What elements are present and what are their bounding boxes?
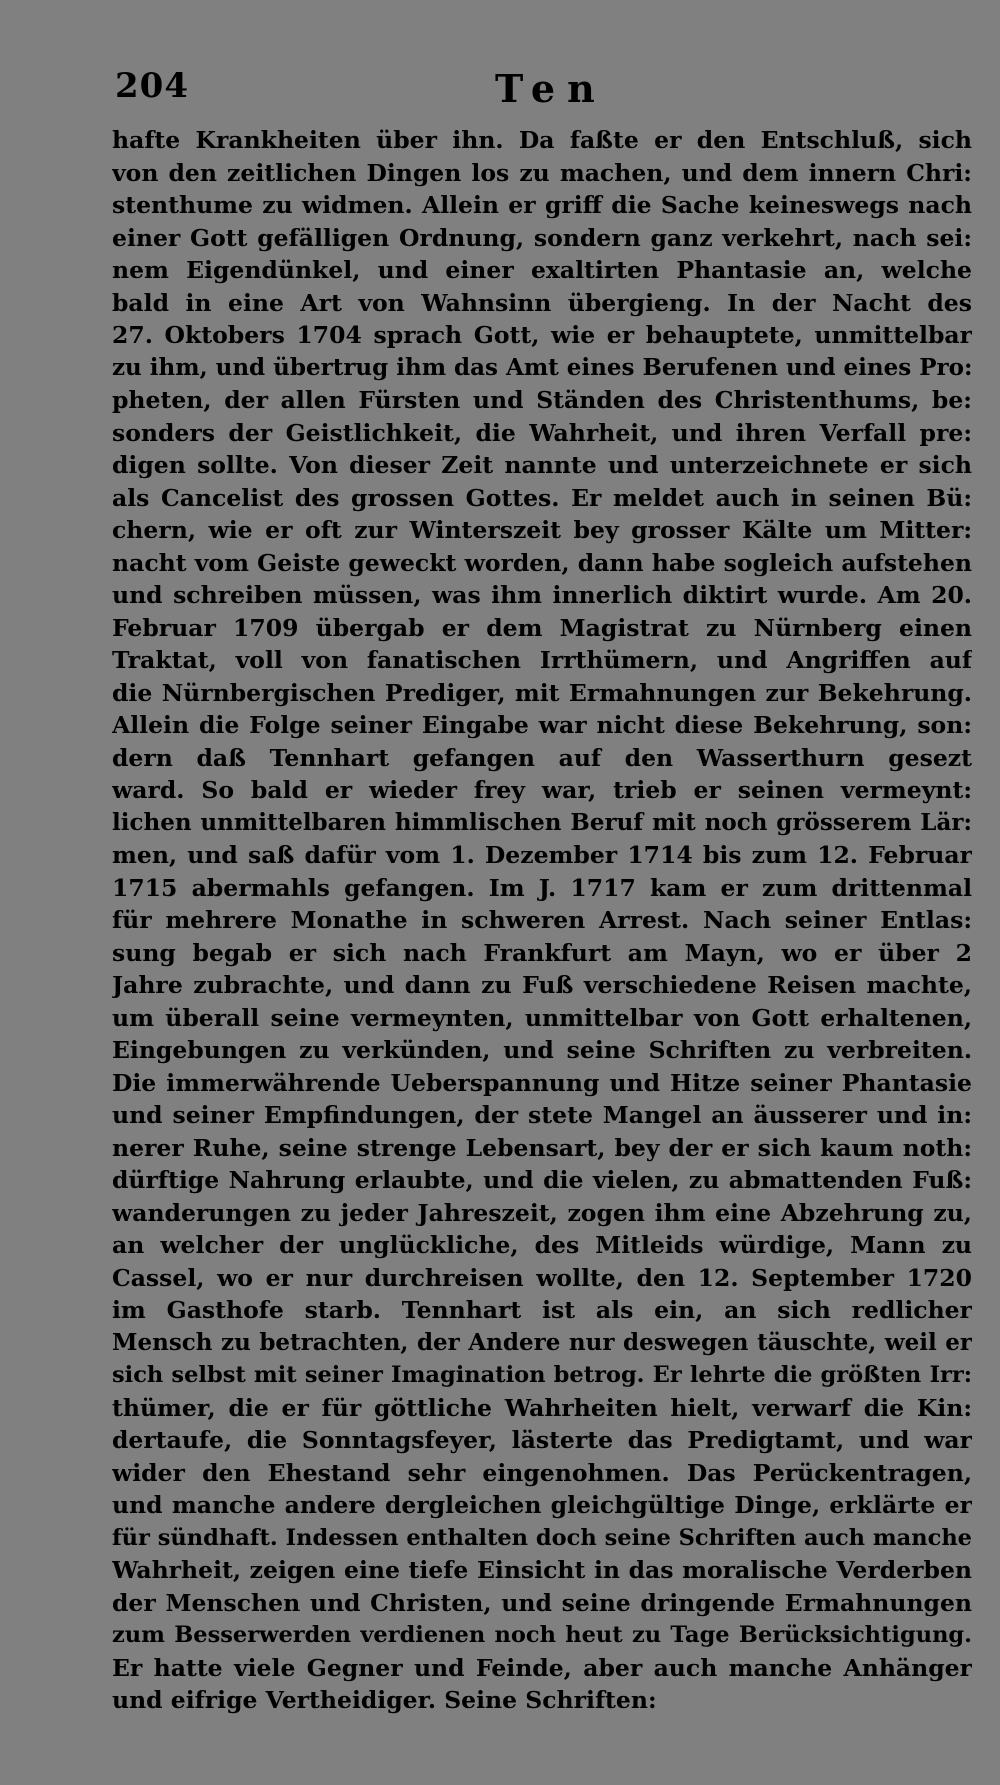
text-line: Er hatte viele Gegner und Feinde, aber auch manche Anhänger (112, 1653, 972, 1682)
text-line: an welcher der unglückliche, des Mitleids würdige, Mann zu (112, 1231, 972, 1259)
text-line: Traktat, voll von fanatischen Irrthümern, und Angriffen auf (112, 646, 972, 674)
text-line: und seiner Empfindungen, der stete Mangel an äusserer und in: (112, 1101, 972, 1129)
text-line: für mehrere Monathe in schweren Arrest. Nach seiner Entlas: (112, 906, 972, 934)
text-line: dürftige Nahrung erlaubte, und die vielen, zu abmattenden Fuß: (112, 1166, 972, 1194)
text-line: stenthume zu widmen. Allein er griff die Sache keineswegs nach (112, 191, 972, 219)
text-line: ward. So bald er wieder frey war, trieb er seinen vermeynt: (112, 776, 972, 804)
text-line: thümer, die er für göttliche Wahrheiten hielt, verwarf die Kin: (112, 1393, 972, 1422)
text-line: nerer Ruhe, seine strenge Lebensart, bey der er sich kaum noth: (112, 1133, 972, 1162)
text-line: Februar 1709 übergab er dem Magistrat zu Nürnberg einen (112, 613, 972, 642)
text-line: und eifrige Vertheidiger. Seine Schriften: (112, 1686, 657, 1714)
text-line: pheten, der allen Fürsten und Ständen des Christenthums, be: (112, 386, 972, 414)
text-line: Cassel, wo er nur durchreisen wollte, den 12. September 1720 (112, 1263, 972, 1292)
page-number: 204 (115, 66, 189, 106)
text-line: sung begab er sich nach Frankfurt am Mayn, wo er über 2 (112, 938, 972, 967)
text-line: Wahrheit, zeigen eine tiefe Einsicht in das moralische Verderben (112, 1556, 972, 1584)
text-line: um überall seine vermeynten, unmittelbar von Gott erhaltenen, (112, 1003, 972, 1032)
text-line: zu ihm, und übertrug ihm das Amt eines Berufenen und eines Pro: (112, 353, 972, 381)
text-line: men, und saß dafür vom 1. Dezember 1714 bis zum 12. Februar (112, 841, 972, 869)
text-line: sonders der Geistlichkeit, die Wahrheit, und ihren Verfall pre: (112, 418, 972, 447)
text-line: und schreiben müssen, was ihm innerlich diktirt wurde. Am 20. (112, 581, 972, 609)
text-line: 27. Oktobers 1704 sprach Gott, wie er behauptete, unmittelbar (112, 321, 972, 349)
text-line: die Nürnbergischen Prediger, mit Ermahnungen zur Bekehrung. (112, 678, 972, 707)
text-line: von den zeitlichen Dingen los zu machen, und dem innern Chri: (112, 158, 972, 187)
body-text (112, 124, 972, 1717)
text-line: Die immerwährende Ueberspannung und Hitze seiner Phantasie (112, 1068, 972, 1097)
text-line: zum Besserwerden verdienen noch heut zu Tage Berücksichtigung. (112, 1622, 972, 1648)
text-line: dertaufe, die Sonntagsfeyer, lästerte das Predigtamt, und war (112, 1426, 972, 1454)
text-line: lichen unmittelbaren himmlischen Beruf mit noch grösserem Lär: (112, 808, 972, 836)
text-line: im Gasthofe starb. Tennhart ist als ein, an sich redlicher (112, 1296, 972, 1324)
text-line: für sündhaft. Indessen enthalten doch seine Schriften auch manche (112, 1524, 972, 1551)
text-line: einer Gott gefälligen Ordnung, sondern ganz verkehrt, nach sei: (112, 223, 972, 252)
text-line: wanderungen zu jeder Jahreszeit, zogen ihm eine Abzehrung zu, (112, 1198, 972, 1227)
text-line: nacht vom Geiste geweckt worden, dann habe sogleich aufstehen (112, 548, 972, 577)
text-line: Jahre zubrachte, und dann zu Fuß verschiedene Reisen machte, (112, 971, 972, 999)
text-line: sich selbst mit seiner Imagination betrog. Er lehrte die größten Irr: (112, 1362, 972, 1388)
text-line: nem Eigendünkel, und einer exaltirten Phantasie an, welche (112, 256, 972, 284)
text-line: hafte Krankheiten über ihn. Da faßte er den Entschluß, sich (112, 126, 972, 154)
text-line: wider den Ehestand sehr eingenohmen. Das Perückentragen, (112, 1458, 972, 1487)
running-head: Ten (495, 66, 607, 111)
text-line: bald in eine Art von Wahnsinn übergieng. In der Nacht des (112, 288, 972, 317)
text-line: Mensch zu betrachten, der Andere nur deswegen täuschte, weil er (112, 1328, 972, 1356)
text-line: 1715 abermahls gefangen. Im J. 1717 kam er zum drittenmal (112, 873, 972, 902)
page-header (115, 66, 975, 116)
text-line: und manche andere dergleichen gleichgültige Dinge, erklärte er (112, 1491, 972, 1519)
text-line: dern daß Tennhart gefangen auf den Wasserthurn gesezt (112, 743, 972, 772)
text-line: Eingebungen zu verkünden, und seine Schriften zu verbreiten. (112, 1036, 972, 1064)
text-line: Allein die Folge seiner Eingabe war nicht diese Bekehrung, son: (112, 711, 972, 739)
text-line: als Cancelist des grossen Gottes. Er meldet auch in seinen Bü: (112, 483, 972, 512)
text-line: chern, wie er oft zur Winterszeit bey grosser Kälte um Mitter: (112, 516, 972, 544)
text-line: der Menschen und Christen, und seine dringende Ermahnungen (112, 1588, 972, 1617)
text-line: digen sollte. Von dieser Zeit nannte und unterzeichnete er sich (112, 451, 972, 479)
